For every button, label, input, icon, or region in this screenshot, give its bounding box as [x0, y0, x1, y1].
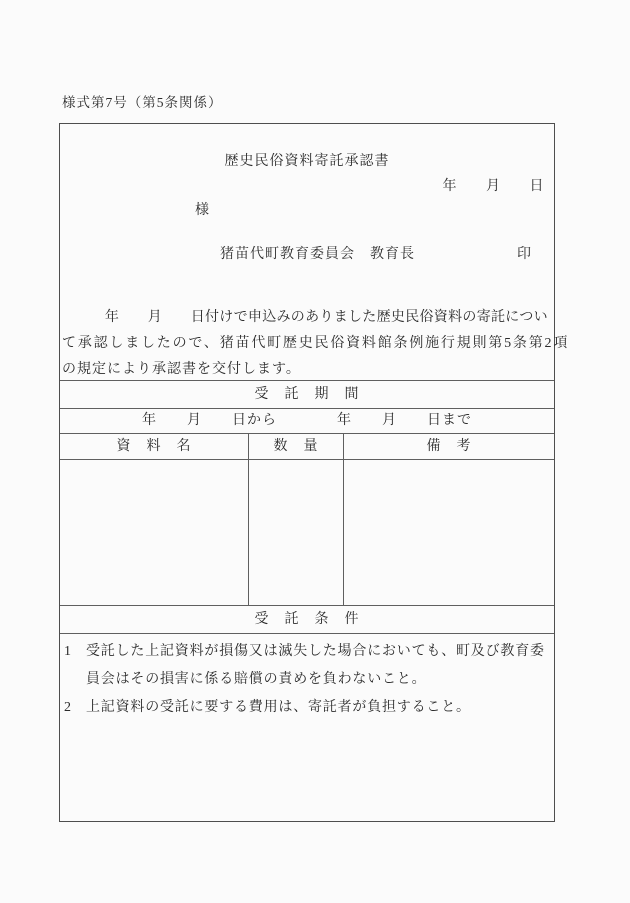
conditions-section [60, 634, 554, 722]
deposit-table [60, 380, 554, 821]
column-header-material: 資 料 名 [116, 439, 192, 454]
condition-2-number: 2 [64, 700, 72, 715]
condition-item-1 [64, 638, 546, 666]
document-border-box [59, 123, 570, 822]
body-line-3: の規定により承認書を交付します。 [62, 362, 301, 377]
column-header-row [60, 434, 554, 460]
condition-1-number: 1 [64, 644, 72, 659]
data-row-empty [60, 460, 554, 606]
document-title: 歴史民俗資料寄託承認書 [224, 154, 390, 169]
form-number-label: 様式第7号（第5条関係） [62, 95, 223, 110]
body-line-1: 年 月 日付けで申込みのありました歴史民俗資料の寄託につい [62, 310, 548, 325]
conditions-header-row: 受 託 条 件 [60, 606, 554, 634]
body-paragraph [62, 305, 570, 383]
date-blank-line: 年 月 日 [442, 179, 544, 194]
period-header-row: 受 託 期 間 [60, 380, 554, 409]
quantity-cell-empty [248, 460, 343, 605]
column-header-quantity: 数 量 [248, 434, 343, 459]
condition-1-text-continuation: 員会はその損害に係る賠償の責めを負わないこと。 [86, 672, 427, 687]
column-header-remarks: 備 考 [343, 434, 554, 459]
condition-1-text: 受託した上記資料が損傷又は滅失した場合においても、町及び教育委 [86, 644, 545, 659]
issuer-line: 猪苗代町教育委員会 教育長 [220, 247, 415, 262]
period-value-row: 年 月 日から 年 月 日まで [60, 409, 554, 434]
seal-placeholder: 印 [517, 247, 531, 262]
condition-2-text: 上記資料の受託に要する費用は、寄託者が負担すること。 [86, 700, 471, 715]
addressee-honorific: 様 [195, 203, 209, 218]
body-line-2: て承認しましたので、猪苗代町歴史民俗資料館条例施行規則第5条第2項 [62, 336, 570, 351]
material-cell-empty [60, 460, 248, 605]
remarks-cell-empty [343, 460, 554, 605]
condition-item-2 [64, 694, 546, 722]
